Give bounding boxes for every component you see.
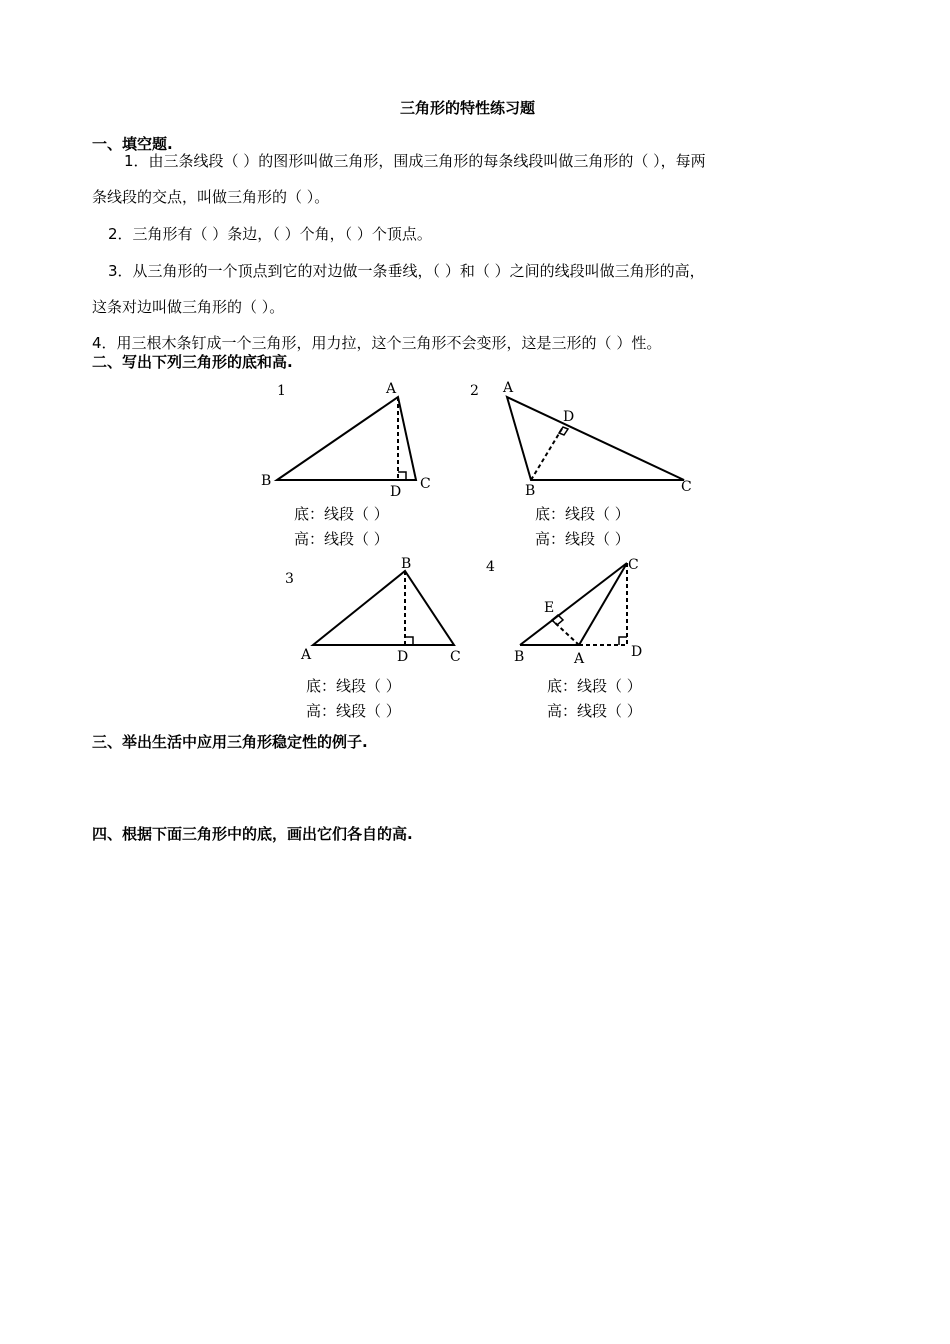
triangle-figure-2 — [465, 375, 700, 500]
triangle-figure-4 — [480, 553, 680, 673]
figure-2-label-A: A — [503, 380, 514, 396]
figure-1-label-C: C — [420, 476, 431, 492]
figure-1-label-B: B — [261, 473, 272, 489]
figure-3-number: 3 — [285, 571, 294, 587]
figure-3-label-A: A — [301, 647, 312, 663]
question-4: 4．用三根木条钉成一个三角形，用力拉，这个三角形不会变形，这是三形的（ ）性。 — [92, 334, 662, 352]
figure-3-base-answer: 底：线段（ ） — [306, 677, 401, 695]
triangle-3 — [313, 571, 454, 645]
figure-1-label-D: D — [390, 484, 402, 500]
figure-4-label-C: C — [628, 557, 639, 573]
triangle-2 — [507, 397, 684, 480]
triangle-1 — [277, 397, 416, 480]
right-angle-mark-3 — [405, 637, 413, 645]
figure-3-label-D: D — [397, 649, 409, 665]
figure-4-label-E: E — [544, 600, 555, 616]
section2-heading: 二、写出下列三角形的底和高. — [92, 353, 293, 371]
figure-2-number: 2 — [470, 383, 479, 399]
figure-4-label-A: A — [574, 651, 585, 667]
figure-4-label-B: B — [514, 649, 525, 665]
figure-4-number: 4 — [486, 559, 495, 575]
figure-1-number: 1 — [277, 383, 286, 399]
figure-1-label-A: A — [386, 381, 397, 397]
figure-4-label-D: D — [631, 644, 643, 660]
question-1-line-2: 条线段的交点，叫做三角形的（ ）。 — [92, 188, 330, 206]
figure-3-height-answer: 高：线段（ ） — [306, 702, 401, 720]
section4-heading: 四、根据下面三角形中的底，画出它们各自的高. — [92, 825, 413, 843]
right-angle-mark-4-D — [619, 637, 627, 645]
figure-2-label-B: B — [525, 483, 536, 499]
figure-4-height-answer: 高：线段（ ） — [547, 702, 642, 720]
section3-heading: 三、举出生活中应用三角形稳定性的例子. — [92, 733, 368, 751]
triangle-4-side-AC — [579, 563, 627, 645]
question-2: 2．三角形有（ ）条边，（ ）个角，（ ）个顶点。 — [108, 225, 432, 243]
triangle-4-side-BC — [520, 563, 627, 645]
right-angle-mark-1 — [398, 472, 406, 480]
question-3-line-2: 这条对边叫做三角形的（ ）。 — [92, 298, 285, 316]
triangle-figure-1 — [250, 375, 450, 500]
figure-3-label-B: B — [401, 556, 412, 572]
figure-1-height-answer: 高：线段（ ） — [294, 530, 389, 548]
right-angle-mark-2 — [559, 427, 568, 435]
figure-2-label-C: C — [681, 479, 692, 495]
question-1-line-1: 1．由三条线段（ ）的图形叫做三角形，围成三角形的每条线段叫做三角形的（ ），每两 — [124, 152, 706, 170]
figure-2-base-answer: 底：线段（ ） — [535, 505, 630, 523]
triangle-figure-3 — [280, 553, 480, 673]
figure-4-base-answer: 底：线段（ ） — [547, 677, 642, 695]
figure-3-label-C: C — [450, 649, 461, 665]
section1-heading: 一、填空题. — [92, 135, 173, 153]
figure-1-base-answer: 底：线段（ ） — [294, 505, 389, 523]
height-line-2 — [531, 427, 563, 480]
page-title: 三角形的特性练习题 — [400, 99, 536, 117]
question-3-line-1: 3．从三角形的一个顶点到它的对边做一条垂线，（ ）和（ ）之间的线段叫做三角形的高， — [108, 262, 705, 280]
figure-2-height-answer: 高：线段（ ） — [535, 530, 630, 548]
figure-2-label-D: D — [563, 409, 575, 425]
